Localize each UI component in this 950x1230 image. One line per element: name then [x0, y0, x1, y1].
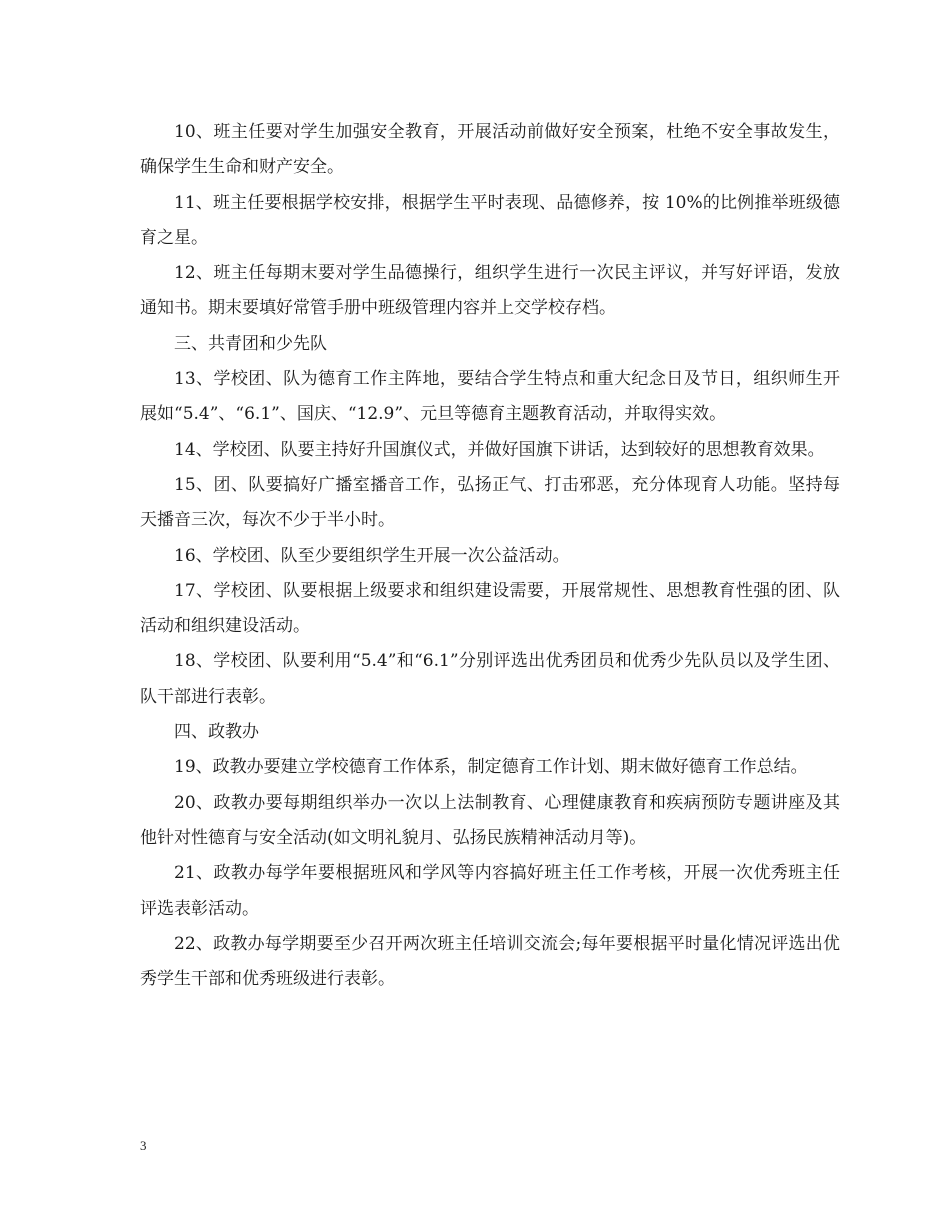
paragraph-item-12: 12、班主任每期末要对学生品德操行，组织学生进行一次民主评议，并写好评语，发放通知书。期末要填好常管手册中班级管理内容并上交学校存档。 [140, 263, 840, 319]
paragraph-item-14: 14、学校团、队要主持好升国旗仪式，并做好国旗下讲话，达到较好的思想教育效果。 [174, 439, 825, 460]
paragraph-item-22: 22、政教办每学期要至少召开两次班主任培训交流会;每年要根据平时量化情况评选出优秀学生干部和优秀班级进行表彰。 [140, 933, 840, 990]
paragraph-item-11: 11、班主任要根据学校安排，根据学生平时表现、品德修养，按 10%的比例推举班级德育之星。 [140, 192, 840, 248]
paragraph-item-21: 21、政教办每学年要根据班风和学风等内容搞好班主任工作考核，开展一次优秀班主任评选表彰活动。 [140, 863, 840, 919]
paragraph-item-15: 15、团、队要搞好广播室播音工作，弘扬正气、打击邪恶，充分体现育人功能。坚持每天播音三次，每次不少于半小时。 [140, 474, 840, 531]
section-heading-league-and-pioneers: 三、共青团和少先队 [174, 333, 327, 354]
paragraph-item-17: 17、学校团、队要根据上级要求和组织建设需要，开展常规性、思想教育性强的团、队活动和组织建设活动。 [140, 580, 840, 637]
page-number: 3 [140, 1138, 147, 1153]
section-heading-political-office: 四、政教办 [174, 722, 259, 743]
paragraph-item-13: 13、学校团、队为德育工作主阵地，要结合学生特点和重大纪念日及节日，组织师生开展如“5.4”、“6.1”、国庆、“12.9”、元旦等德育主题教育活动，并取得实效。 [140, 369, 840, 425]
paragraph-item-18: 18、学校团、队要利用“5.4”和“6.1”分别评选出优秀团员和优秀少先队员以及学生团、队干部进行表彰。 [140, 651, 840, 707]
paragraph-item-20: 20、政教办要每期组织举办一次以上法制教育、心理健康教育和疾病预防专题讲座及其他针对性德育与安全活动(如文明礼貌月、弘扬民族精神活动月等)。 [140, 792, 840, 848]
paragraph-item-16: 16、学校团、队至少要组织学生开展一次公益活动。 [174, 545, 570, 566]
paragraph-item-19: 19、政教办要建立学校德育工作体系，制定德育工作计划、期末做好德育工作总结。 [174, 757, 808, 778]
paragraph-item-10: 10、班主任要对学生加强安全教育，开展活动前做好安全预案，杜绝不安全事故发生，确保学生生命和财产安全。 [140, 122, 840, 178]
document-body [140, 115, 840, 997]
